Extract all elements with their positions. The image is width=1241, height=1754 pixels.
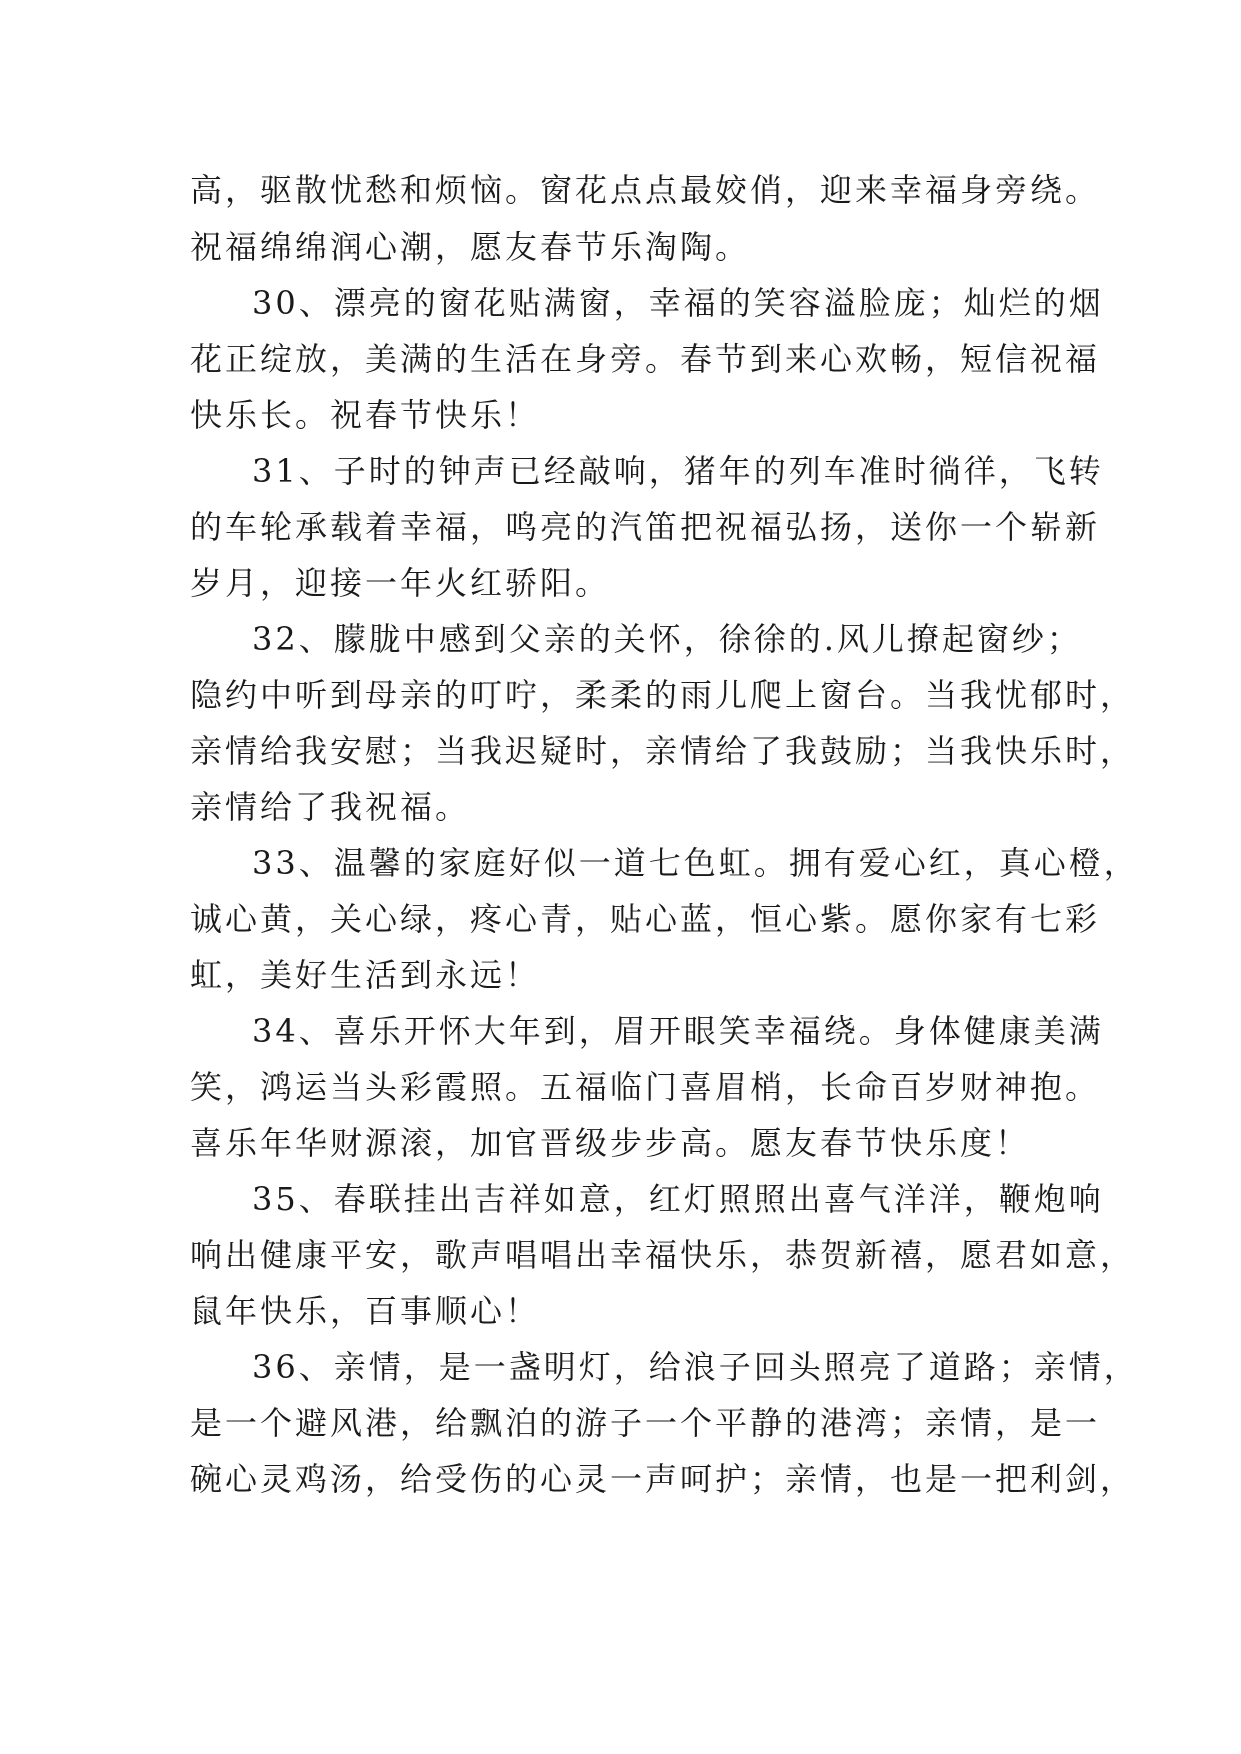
paragraph-32-start: 32、朦胧中感到父亲的关怀，徐徐的.风儿撩起窗纱； bbox=[252, 620, 1082, 658]
paragraph-31-start: 31、子时的钟声已经敲响，猪年的列车准时徜徉，飞转 bbox=[252, 452, 1104, 490]
paragraph-30-start: 30、漂亮的窗花贴满窗，幸福的笑容溢脸庞；灿烂的烟 bbox=[252, 284, 1104, 322]
text-line: 岁月，迎接一年火红骄阳。 bbox=[190, 564, 611, 602]
paragraph-36-start: 36、亲情，是一盏明灯，给浪子回头照亮了道路；亲情， bbox=[252, 1348, 1139, 1386]
paragraph-35-start: 35、春联挂出吉祥如意，红灯照照出喜气洋洋，鞭炮响 bbox=[252, 1180, 1104, 1218]
text-line: 碗心灵鸡汤，给受伤的心灵一声呵护；亲情，也是一把利剑， bbox=[190, 1460, 1136, 1498]
text-line: 高，驱散忧愁和烦恼。窗花点点最姣俏，迎来幸福身旁绕。 bbox=[190, 171, 1101, 209]
text-line: 隐约中听到母亲的叮咛，柔柔的雨儿爬上窗台。当我忧郁时， bbox=[190, 676, 1136, 714]
text-line: 虹，美好生活到永远！ bbox=[190, 956, 541, 994]
text-line: 亲情给了我祝福。 bbox=[190, 788, 471, 826]
text-line: 的车轮承载着幸福，鸣亮的汽笛把祝福弘扬，送你一个崭新 bbox=[190, 508, 1101, 546]
text-line: 诚心黄，关心绿，疼心青，贴心蓝，恒心紫。愿你家有七彩 bbox=[190, 900, 1101, 938]
paragraph-33-start: 33、温馨的家庭好似一道七色虹。拥有爱心红，真心橙， bbox=[252, 844, 1139, 882]
paragraph-34-start: 34、喜乐开怀大年到，眉开眼笑幸福绕。身体健康美满 bbox=[252, 1012, 1104, 1050]
text-line: 祝福绵绵润心潮，愿友春节乐淘陶。 bbox=[190, 228, 751, 266]
text-line: 鼠年快乐，百事顺心！ bbox=[190, 1292, 541, 1330]
text-line: 亲情给我安慰；当我迟疑时，亲情给了我鼓励；当我快乐时， bbox=[190, 732, 1136, 770]
text-line: 笑，鸿运当头彩霞照。五福临门喜眉梢，长命百岁财神抱。 bbox=[190, 1068, 1101, 1106]
text-line: 快乐长。祝春节快乐！ bbox=[190, 396, 541, 434]
text-line: 花正绽放，美满的生活在身旁。春节到来心欢畅，短信祝福 bbox=[190, 340, 1101, 378]
text-line: 喜乐年华财源滚，加官晋级步步高。愿友春节快乐度！ bbox=[190, 1124, 1031, 1162]
text-line: 是一个避风港，给飘泊的游子一个平静的港湾；亲情，是一 bbox=[190, 1404, 1101, 1442]
text-line: 响出健康平安，歌声唱唱出幸福快乐，恭贺新禧，愿君如意， bbox=[190, 1236, 1136, 1274]
